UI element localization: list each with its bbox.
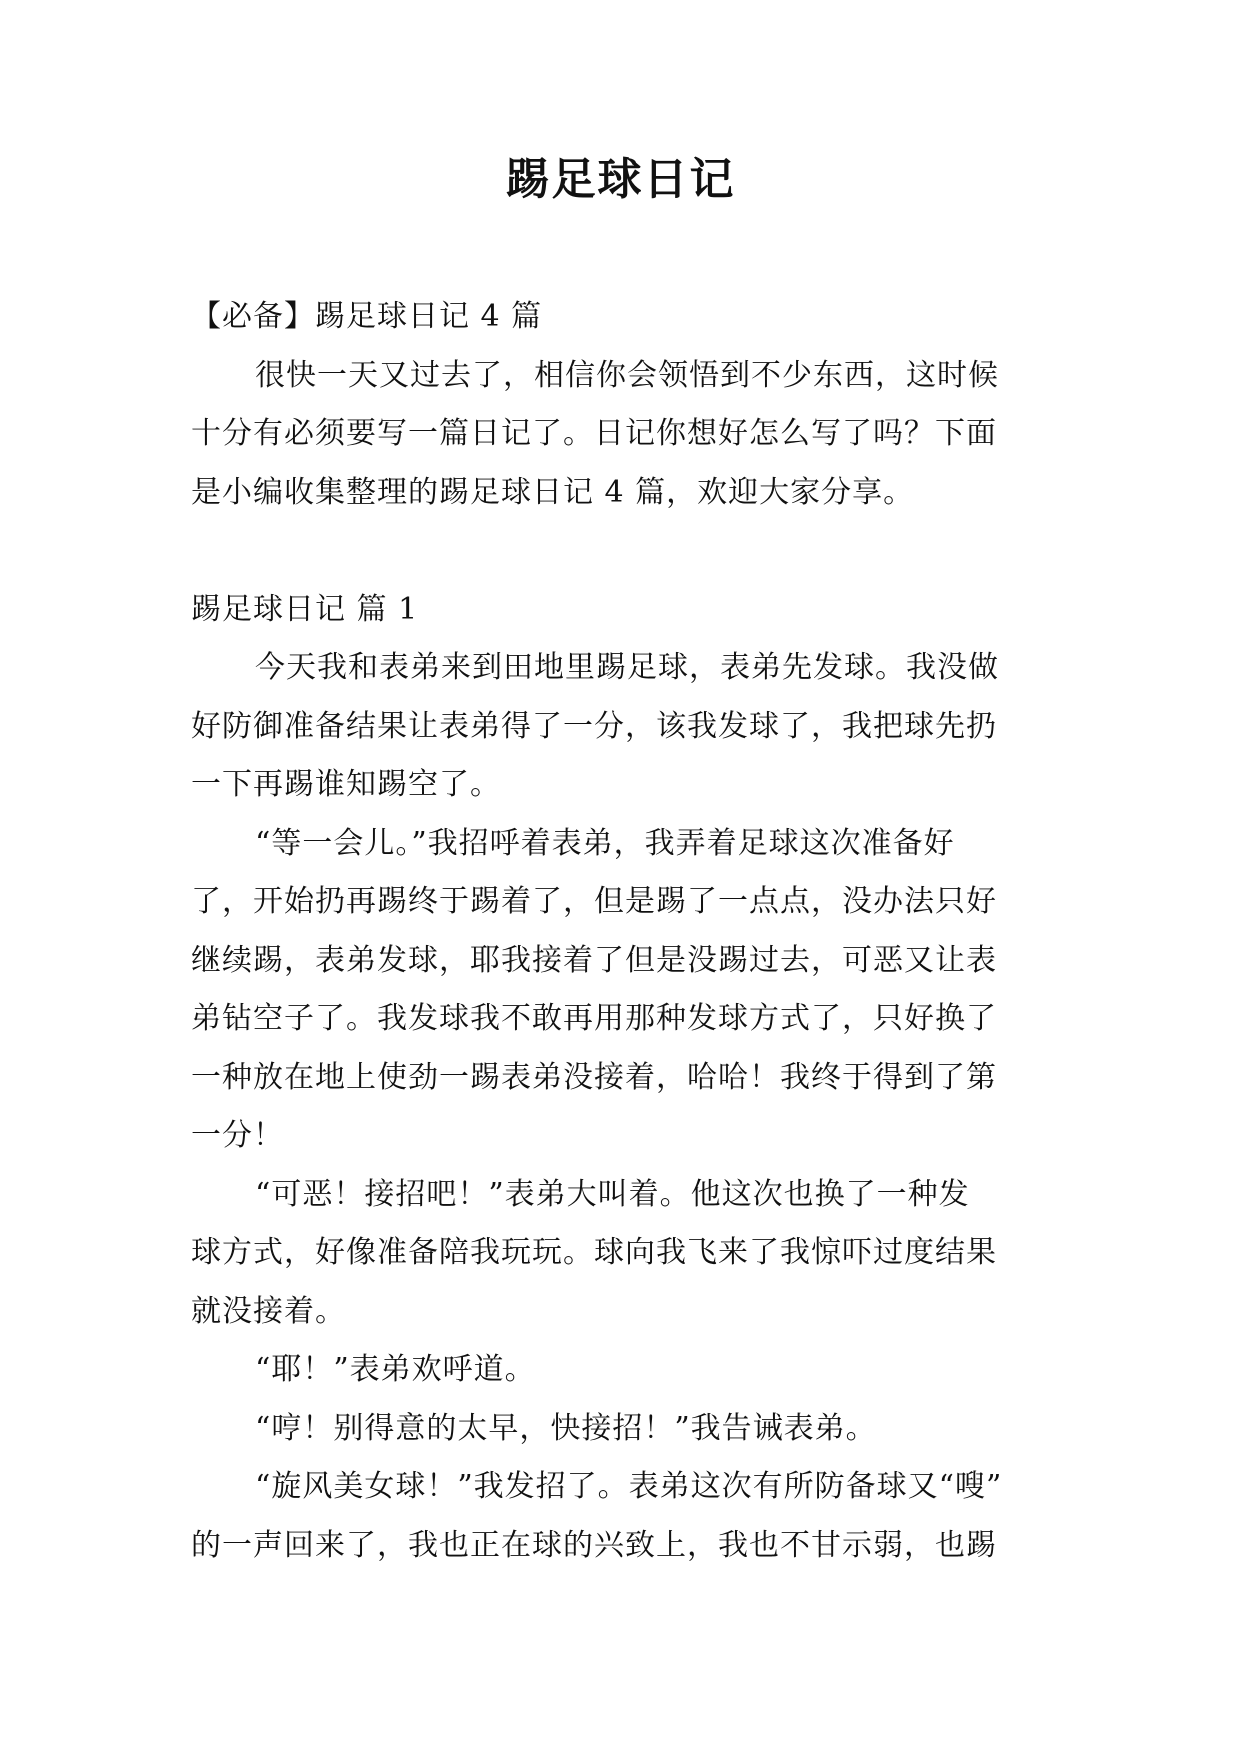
text-line: 今天我和表弟来到田地里踢足球，表弟先发球。我没做: [255, 650, 999, 685]
text-line: “等一会儿。”我招呼着表弟，我弄着足球这次准备好: [255, 825, 955, 861]
text-line: 一分！: [191, 1118, 284, 1153]
text-line: “耶！”表弟欢呼道。: [255, 1352, 536, 1387]
text-line: 是小编收集整理的踢足球日记 4 篇，欢迎大家分享。: [191, 474, 915, 510]
paragraph: [191, 1400, 1051, 1459]
text-line: “可恶！接招吧！”表弟大叫着。他这次也换了一种发: [255, 1176, 970, 1212]
paragraph: [191, 1458, 1051, 1575]
paragraph: [191, 639, 1051, 815]
intro-paragraph: [191, 347, 1051, 523]
text-line: “旋风美女球！”我发招了。表弟这次有所防备球又“嗖”: [255, 1469, 1003, 1504]
section-heading: 踢足球日记 篇 1: [191, 591, 419, 627]
text-line: “哼！别得意的太早，快接招！”我告诫表弟。: [255, 1410, 877, 1446]
text-line: 继续踢，表弟发球，耶我接着了但是没踢过去，可恶又让表: [191, 942, 997, 978]
document-body: [191, 288, 1051, 1575]
text-line: 十分有必须要写一篇日记了。日记你想好怎么写了吗？下面: [191, 416, 997, 451]
text-line: 球方式，好像准备陪我玩玩。球向我飞来了我惊吓过度结果: [191, 1235, 997, 1270]
text-line: 弟钻空子了。我发球我不敢再用那种发球方式了，只好换了: [191, 1001, 997, 1036]
text-line: 了，开始扔再踢终于踢着了，但是踢了一点点，没办法只好: [191, 884, 997, 919]
document-title: 踢足球日记: [505, 154, 736, 205]
paragraph: [191, 815, 1051, 1166]
text-line: 的一声回来了，我也正在球的兴致上，我也不甘示弱，也踢: [191, 1527, 997, 1563]
intro-heading: 【必备】踢足球日记 4 篇: [191, 299, 543, 334]
text-line: 一下再踢谁知踢空了。: [191, 767, 501, 802]
section-spacer: [191, 522, 1051, 581]
text-line: 很快一天又过去了，相信你会领悟到不少东西，这时候: [255, 357, 999, 393]
text-line: 就没接着。: [191, 1293, 346, 1329]
text-line: 好防御准备结果让表弟得了一分，该我发球了，我把球先扔: [191, 708, 997, 744]
text-line: 一种放在地上使劲一踢表弟没接着，哈哈！我终于得到了第: [191, 1059, 997, 1095]
paragraph: [191, 1166, 1051, 1342]
paragraph: [191, 1341, 1051, 1400]
